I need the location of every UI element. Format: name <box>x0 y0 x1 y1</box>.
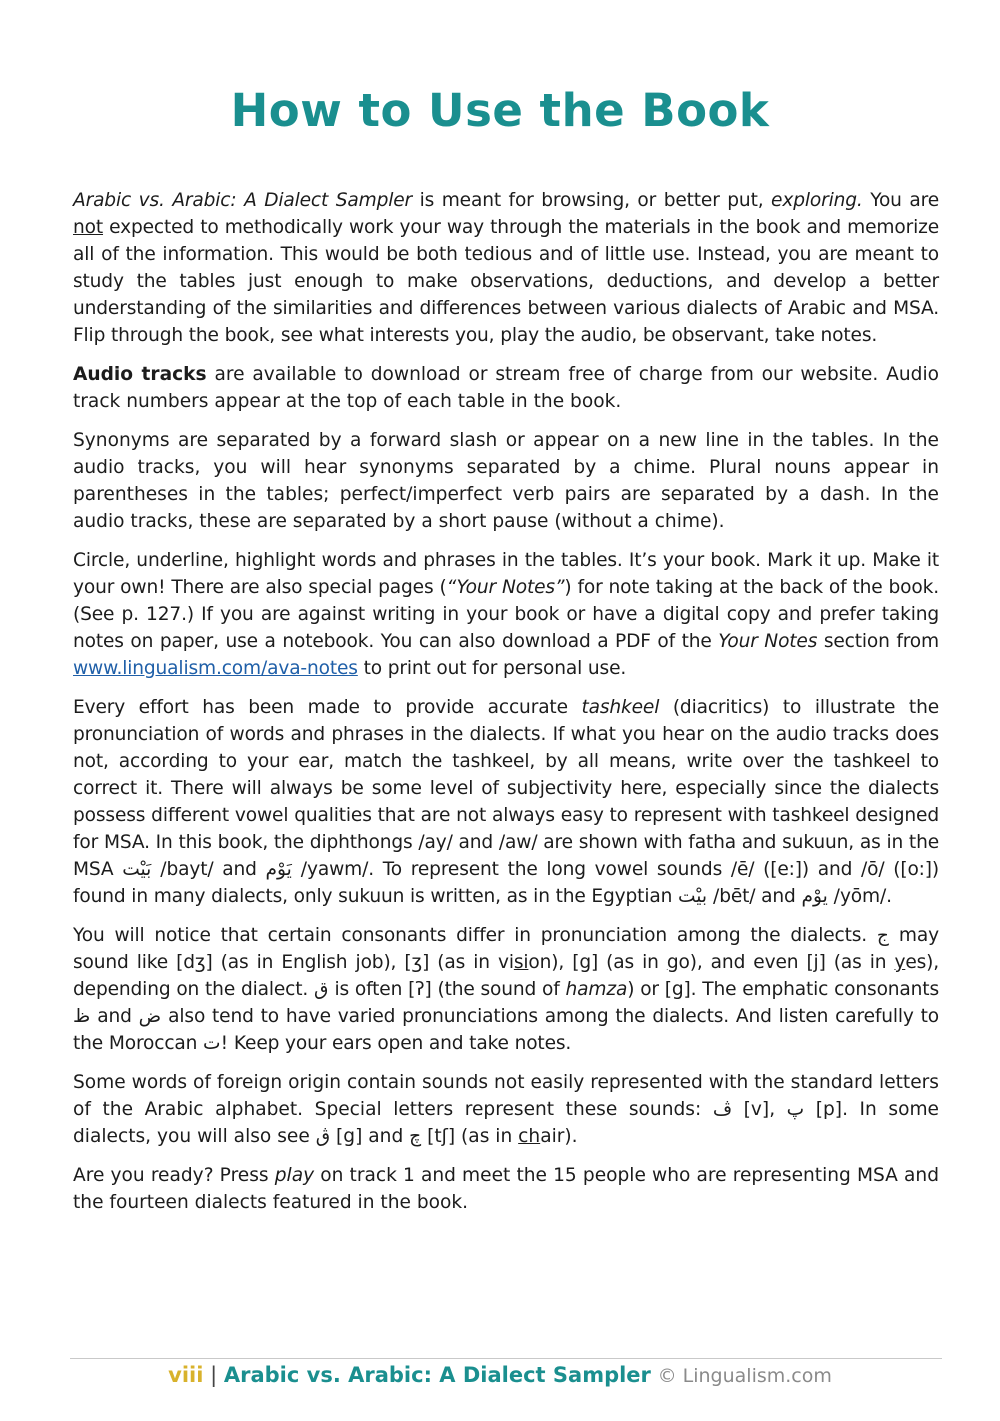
arabic-letter: ج <box>876 925 889 946</box>
arabic-word: يَوْم <box>265 859 292 880</box>
page-number: viii <box>168 1363 204 1387</box>
paragraph-notes: Circle, underline, highlight words and phrases in the tables. It’s your book. Mark it up. Make it your own! There are also special pages (“Your Notes”) for note taking at the back of the book. (See p. 127.) If you are against writing in your book or have a digital copy and prefer taking notes on paper, use a notebook. You can also download a PDF of the Your Notes section from www.lingualism.com/ava-notes to print out for personal use. <box>73 550 940 679</box>
paragraph-special-letters: Some words of foreign origin contain sounds not easily represented with the standard letters of the Arabic alphabet. Special letters represent these sounds: ڤ [v], پ [p]. In some dialects, you will also see ڨ [g] and چ [tʃ] (as in chair). <box>73 1072 939 1147</box>
body-text <box>73 187 939 1228</box>
paragraph-ready: Are you ready? Press play on track 1 and meet the 15 people who are representing MSA and the fourteen dialects featured in the book. <box>73 1165 939 1213</box>
arabic-letter: پ <box>786 1099 805 1120</box>
arabic-letter: ڤ <box>712 1099 733 1120</box>
paragraph-consonants: You will notice that certain consonants differ in pronunciation among the dialects. ج may sound like [dʒ] (as in English job), [ʒ] (as in vision), [g] (as in go), and even [j] (as in yes), depending on the dialect. ق is often [ʔ] (the sound of hamza) or [g]. The emphatic consonants ظ and ض also tend to have varied pronunciations among the dialects. And listen carefully to the Moroccan ت! Keep your ears open and take notes. <box>73 925 940 1054</box>
arabic-letter: ض <box>138 1006 162 1027</box>
arabic-letter: ق <box>314 979 329 1000</box>
paragraph-synonyms: Synonyms are separated by a forward slash or appear on a new line in the tables. In the audio tracks, you will hear synonyms separated by a chime. Plural nouns appear in parentheses in the tables; perfect/imperfect verb pairs are separated by a dash. In the audio tracks, these are separated by a short pause (without a chime). <box>73 430 939 532</box>
arabic-letter: چ <box>409 1126 422 1147</box>
footer-book-title: Arabic vs. Arabic: A Dialect Sampler <box>223 1363 651 1387</box>
paragraph-intro: Arabic vs. Arabic: A Dialect Sampler is meant for browsing, or better put, exploring. You are not expected to methodically work your way through the materials in the book and memorize all of the information. This would be both tedious and of little use. Instead, you are meant to study the tables just enough to make observations, deductions, and develop a better understanding of the similarities and differences between various dialects of Arabic and MSA. Flip through the book, see what interests you, play the audio, be observant, take notes. <box>73 190 940 346</box>
footer-divider <box>70 1358 942 1359</box>
paragraph-audio-tracks: Audio tracks are available to download or stream free of charge from our website. Audio track numbers appear at the top of each table in the book. <box>73 364 939 412</box>
arabic-letter: ت <box>203 1033 221 1054</box>
arabic-word: يوْم <box>801 886 828 907</box>
arabic-letter: ڨ <box>315 1126 331 1147</box>
page-footer <box>0 1360 1000 1391</box>
ava-notes-link[interactable]: www.lingualism.com/ava-notes <box>73 658 358 679</box>
page-title: How to Use the Book <box>230 84 770 137</box>
arabic-word: بَيْت <box>122 859 152 880</box>
paragraph-tashkeel: Every effort has been made to provide accurate tashkeel (diacritics) to illustrate the pronunciation of words and phrases in the dialects. If what you hear on the audio tracks does not, according to your ear, match the tashkeel, by all means, write over the tashkeel to correct it. There will always be some level of subjectivity here, especially since the dialects possess different vowel qualities that are not always easy to represent with tashkeel designed for MSA. In this book, the diphthongs /ay/ and /aw/ are shown with fatha and sukuun, as in the MSA بَيْت /bayt/ and يَوْم /yawm/. To represent the long vowel sounds /ē/ ([e:]) and /ō/ ([o:]) found in many dialects, only sukuun is written, as in the Egyptian بيْت /bēt/ and يوْم /yōm/. <box>73 697 940 907</box>
footer-separator: | <box>210 1363 218 1387</box>
arabic-word: بيْت <box>677 886 708 907</box>
underlined-not: not <box>73 217 104 238</box>
footer-copyright: © Lingualism.com <box>657 1365 832 1387</box>
book-title-italic: Arabic vs. Arabic: A Dialect Sampler <box>73 190 413 211</box>
arabic-letter: ظ <box>73 1006 91 1027</box>
